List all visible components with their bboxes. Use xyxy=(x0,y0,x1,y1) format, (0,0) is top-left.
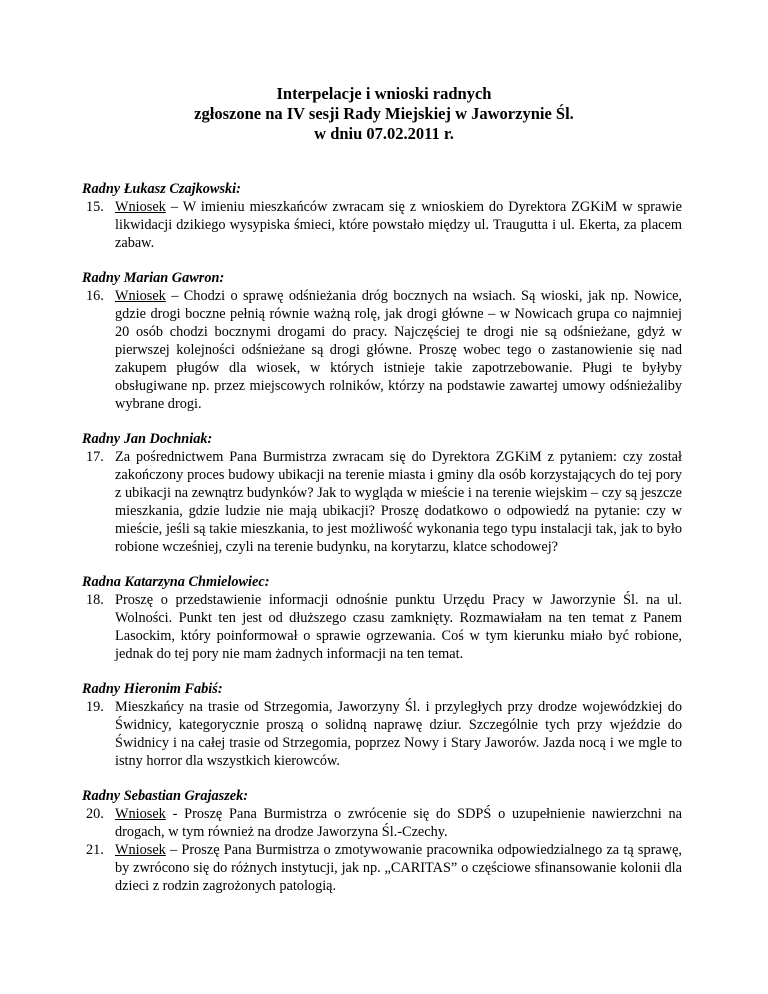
list-item xyxy=(82,841,682,895)
list-item xyxy=(82,287,682,413)
item-number: 21. xyxy=(86,842,104,858)
title-line-3: w dniu 07.02.2011 r. xyxy=(314,124,454,143)
item-text: – Chodzi o sprawę odśnieżania dróg bocznych na wsiach. Są wioski, jak np. Nowice, gdzie drogi boczne pełnią równie ważną rolę, jak drogi główne – w Nowicach grupa co najmniej 20 osób chodzi bocznymi drogami do pracy. Najczęściej te drogi nie są odśnieżane, gdyż w pierwszej kolejności odśnieżane są drogi główne. Proszę wobec tego o zastanowienie się nad zakupem pługów dla wiosek, w których istnieje takie zapotrzebowanie. Pługi te byłyby obsługiwane np. przez miejscowych rolników, którzy na podstawie zawartej umowy odśnieżaliby wybrane drogi. xyxy=(115,288,682,412)
item-text: – Proszę Pana Burmistrza o zmotywowanie pracownika odpowiedzialnego za tą sprawę, by zwrócono się do różnych instytucji, jak np. „CARITAS” o częściowe sfinansowanie kolonii dla dzieci z rodzin zagrożonych patologią. xyxy=(115,842,682,894)
list-item xyxy=(82,448,682,556)
item-prefix: Wniosek xyxy=(115,199,166,215)
speaker-name: Radny Sebastian Grajaszek: xyxy=(82,788,249,804)
item-text: Mieszkańcy na trasie od Strzegomia, Jaworzyny Śl. i przyległych przy drodze wojewódzkiej do Świdnicy, kategorycznie proszą o solidną naprawę dziur. Szczególnie tych przy wjeździe do Świdnicy i na całej trasie od Strzegomia, poprzez Nowy i Stary Jaworów. Jazda nocą i we mgle to istny horror dla wszystkich kierowców. xyxy=(115,699,682,769)
item-number: 19. xyxy=(86,699,104,715)
document-body xyxy=(82,180,682,912)
title-line-1: Interpelacje i wnioski radnych xyxy=(276,84,492,103)
item-number: 20. xyxy=(86,806,104,822)
speaker-name: Radny Marian Gawron: xyxy=(82,270,225,286)
item-prefix: Wniosek xyxy=(115,806,166,822)
section-grajaszek xyxy=(82,787,682,895)
item-prefix: Wniosek xyxy=(115,842,166,858)
item-number: 16. xyxy=(86,288,104,304)
item-number: 17. xyxy=(86,449,104,465)
document-title xyxy=(0,84,768,144)
item-text: - Proszę Pana Burmistrza o zwrócenie się do SDPŚ o uzupełnienie nawierzchni na drogach, w tym również na drodze Jaworzyna Śl.-Czechy. xyxy=(115,806,682,840)
list-item xyxy=(82,698,682,770)
list-item xyxy=(82,805,682,841)
section-gawron xyxy=(82,269,682,413)
item-text: Za pośrednictwem Pana Burmistrza zwracam się do Dyrektora ZGKiM z pytaniem: czy został zakończony proces budowy ubikacji na terenie miasta i gminy dla osób korzystających do tej pory z ubikacji na zewnątrz budynków? Jak to wygląda w mieście i na terenie wiejskim – czy są jeszcze mieszkania, gdzie ludzie nie mają ubikacji? Proszę dodatkowo o odpowiedź na pytanie: czy w mieście, jeśli są takie mieszkania, to jest możliwość wykonania tego typu instalacji tak, jak to było robione wcześniej, czyli na terenie budynku, na korytarzu, klatce schodowej? xyxy=(115,449,682,555)
item-number: 18. xyxy=(86,592,104,608)
item-text: Proszę o przedstawienie informacji odnośnie punktu Urzędu Pracy w Jaworzynie Śl. na ul. Wolności. Punkt ten jest od dłuższego czasu zamknięty. Rozmawiałam na ten temat z Panem Lasockim, który poinformował o sprawie ogrzewania. Coś w tym kierunku miało być robione, jednak do tej pory nie mam żadnych informacji na ten temat. xyxy=(115,592,682,662)
speaker-name: Radna Katarzyna Chmielowiec: xyxy=(82,574,270,590)
speaker-name: Radny Łukasz Czajkowski: xyxy=(82,181,241,197)
item-number: 15. xyxy=(86,199,104,215)
item-prefix: Wniosek xyxy=(115,288,166,304)
speaker-name: Radny Jan Dochniak: xyxy=(82,431,213,447)
section-chmielowiec xyxy=(82,573,682,663)
section-dochniak xyxy=(82,430,682,556)
speaker-name: Radny Hieronim Fabiś: xyxy=(82,681,223,697)
list-item xyxy=(82,591,682,663)
section-fabis xyxy=(82,680,682,770)
title-line-2: zgłoszone na IV sesji Rady Miejskiej w Jaworzynie Śl. xyxy=(194,104,574,123)
list-item xyxy=(82,198,682,252)
item-text: – W imieniu mieszkańców zwracam się z wnioskiem do Dyrektora ZGKiM w sprawie likwidacji dzikiego wysypiska śmieci, które powstało między ul. Traugutta i ul. Ekerta, za placem zabaw. xyxy=(115,199,682,251)
section-czajkowski xyxy=(82,180,682,252)
